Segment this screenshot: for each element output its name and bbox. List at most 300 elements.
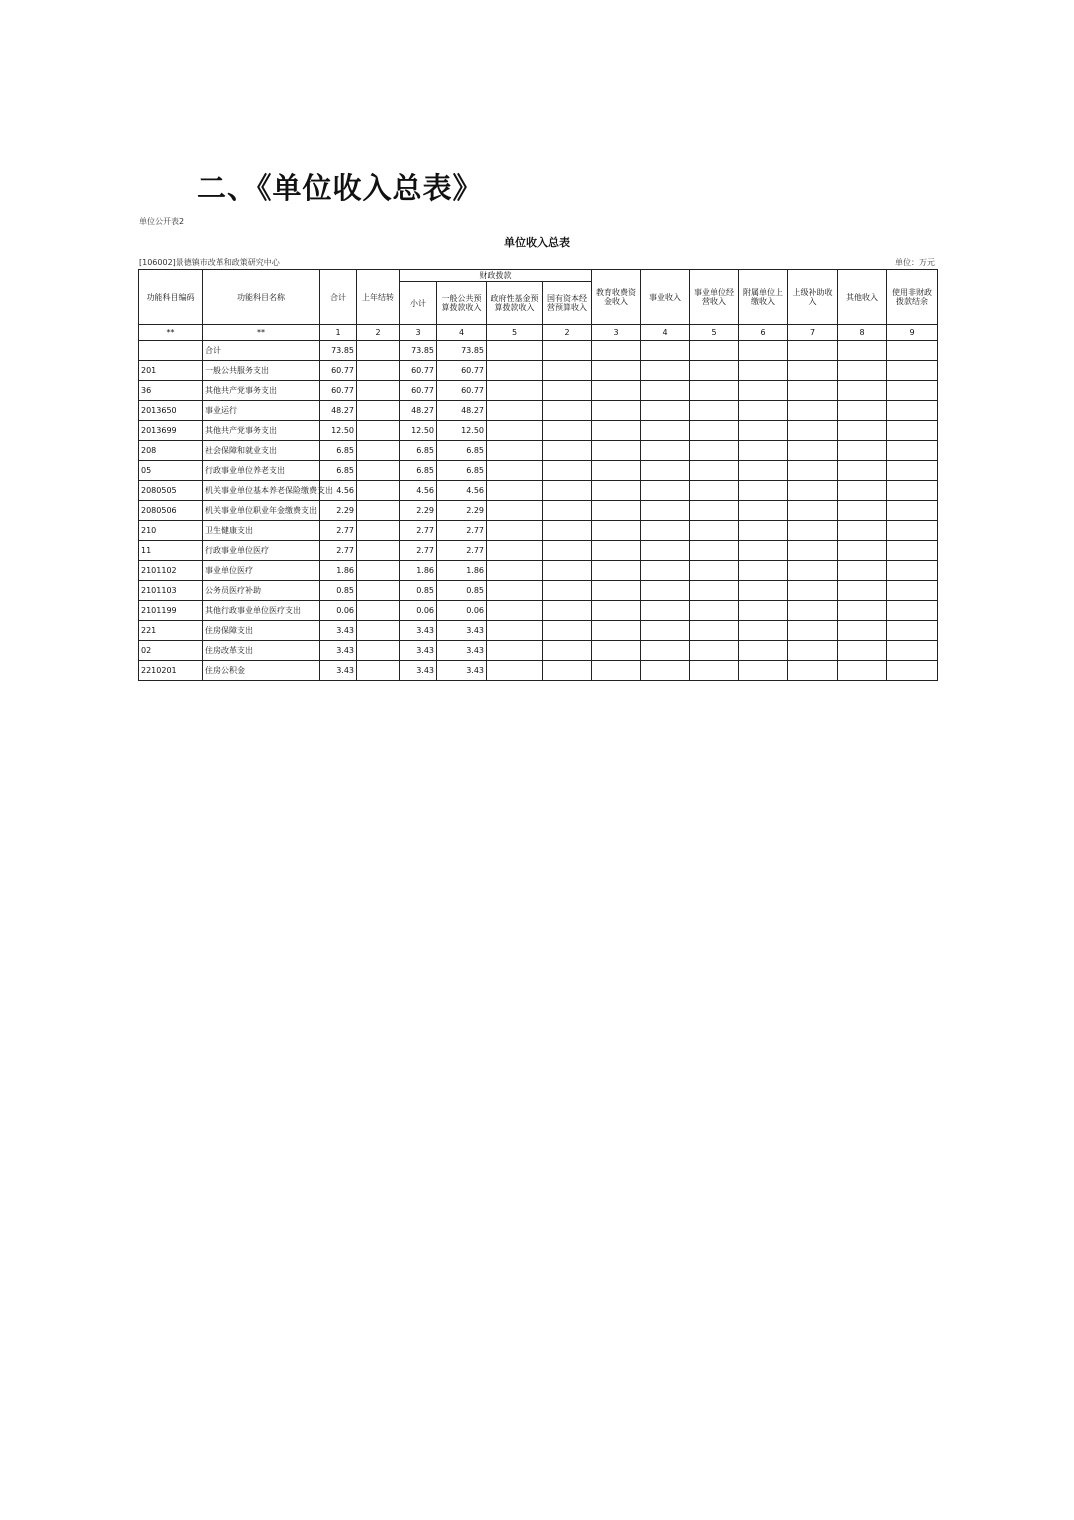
superior-subsidy-cell	[788, 641, 838, 661]
carryover-cell	[357, 341, 400, 361]
general-budget-cell: 1.86	[437, 561, 487, 581]
subtotal-cell: 2.77	[400, 521, 437, 541]
general-budget-cell: 2.29	[437, 501, 487, 521]
carryover-cell	[357, 441, 400, 461]
non-fiscal-balance-cell	[887, 581, 938, 601]
header-education-fee: 教育收费资金收入	[592, 270, 641, 325]
total-cell: 2.77	[320, 521, 357, 541]
state-capital-cell	[543, 341, 592, 361]
name-cell: 社会保障和就业支出	[203, 441, 320, 461]
total-cell: 0.85	[320, 581, 357, 601]
subtotal-cell: 3.43	[400, 661, 437, 681]
education-fee-cell	[592, 581, 641, 601]
header-state-capital: 国有资本经营预算收入	[543, 282, 592, 325]
business-income-cell	[641, 661, 690, 681]
carryover-cell	[357, 581, 400, 601]
name-cell: 其他行政事业单位医疗支出	[203, 601, 320, 621]
gov-fund-cell	[487, 441, 543, 461]
subtotal-cell: 3.43	[400, 621, 437, 641]
name-cell: 一般公共服务支出	[203, 361, 320, 381]
code-cell: 201	[139, 361, 203, 381]
total-cell: 3.43	[320, 661, 357, 681]
gov-fund-cell	[487, 481, 543, 501]
business-income-cell	[641, 401, 690, 421]
name-cell: 公务员医疗补助	[203, 581, 320, 601]
education-fee-cell	[592, 481, 641, 501]
code-cell: 36	[139, 381, 203, 401]
code-cell: 2013650	[139, 401, 203, 421]
table-row	[139, 401, 938, 421]
total-cell: 4.56	[320, 481, 357, 501]
table-row	[139, 381, 938, 401]
superior-subsidy-cell	[788, 481, 838, 501]
header-fiscal-group: 财政拨款	[400, 270, 592, 282]
subtotal-cell: 12.50	[400, 421, 437, 441]
superior-subsidy-cell	[788, 581, 838, 601]
name-cell: 住房公积金	[203, 661, 320, 681]
non-fiscal-balance-cell	[887, 501, 938, 521]
general-budget-cell: 60.77	[437, 381, 487, 401]
header-subsidiary-income: 附属单位上缴收入	[739, 270, 788, 325]
operating-income-cell	[690, 441, 739, 461]
gov-fund-cell	[487, 341, 543, 361]
subsidiary-income-cell	[739, 341, 788, 361]
non-fiscal-balance-cell	[887, 441, 938, 461]
business-income-cell	[641, 421, 690, 441]
total-cell: 1.86	[320, 561, 357, 581]
code-cell: 11	[139, 541, 203, 561]
name-cell: 其他共产党事务支出	[203, 381, 320, 401]
business-income-cell	[641, 461, 690, 481]
index-cell: **	[203, 325, 320, 341]
superior-subsidy-cell	[788, 521, 838, 541]
gov-fund-cell	[487, 541, 543, 561]
table-row	[139, 441, 938, 461]
other-income-cell	[838, 381, 887, 401]
document-heading: 二、《单位收入总表》	[197, 171, 483, 205]
index-cell: 3	[400, 325, 437, 341]
total-cell: 60.77	[320, 361, 357, 381]
operating-income-cell	[690, 601, 739, 621]
non-fiscal-balance-cell	[887, 381, 938, 401]
subsidiary-income-cell	[739, 481, 788, 501]
gov-fund-cell	[487, 461, 543, 481]
name-cell: 事业单位医疗	[203, 561, 320, 581]
subtotal-cell: 73.85	[400, 341, 437, 361]
education-fee-cell	[592, 501, 641, 521]
code-cell: 2013699	[139, 421, 203, 441]
subtotal-cell: 60.77	[400, 361, 437, 381]
carryover-cell	[357, 561, 400, 581]
state-capital-cell	[543, 401, 592, 421]
code-cell: 221	[139, 621, 203, 641]
other-income-cell	[838, 561, 887, 581]
subtotal-cell: 6.85	[400, 461, 437, 481]
education-fee-cell	[592, 441, 641, 461]
table-row	[139, 501, 938, 521]
superior-subsidy-cell	[788, 461, 838, 481]
table-title: 单位收入总表	[504, 236, 570, 249]
general-budget-cell: 4.56	[437, 481, 487, 501]
education-fee-cell	[592, 381, 641, 401]
operating-income-cell	[690, 581, 739, 601]
table-row	[139, 461, 938, 481]
carryover-cell	[357, 361, 400, 381]
table-row	[139, 521, 938, 541]
table-row	[139, 481, 938, 501]
superior-subsidy-cell	[788, 441, 838, 461]
state-capital-cell	[543, 381, 592, 401]
header-operating-income: 事业单位经营收入	[690, 270, 739, 325]
income-table	[138, 269, 938, 681]
subtotal-cell: 0.06	[400, 601, 437, 621]
subsidiary-income-cell	[739, 501, 788, 521]
subsidiary-income-cell	[739, 441, 788, 461]
superior-subsidy-cell	[788, 341, 838, 361]
other-income-cell	[838, 541, 887, 561]
header-other-income: 其他收入	[838, 270, 887, 325]
general-budget-cell: 6.85	[437, 461, 487, 481]
non-fiscal-balance-cell	[887, 481, 938, 501]
business-income-cell	[641, 541, 690, 561]
table-row	[139, 641, 938, 661]
subsidiary-income-cell	[739, 621, 788, 641]
name-cell: 卫生健康支出	[203, 521, 320, 541]
code-cell: 2210201	[139, 661, 203, 681]
carryover-cell	[357, 501, 400, 521]
index-cell: 8	[838, 325, 887, 341]
carryover-cell	[357, 381, 400, 401]
operating-income-cell	[690, 401, 739, 421]
non-fiscal-balance-cell	[887, 661, 938, 681]
subsidiary-income-cell	[739, 421, 788, 441]
subtotal-cell: 1.86	[400, 561, 437, 581]
subsidiary-income-cell	[739, 381, 788, 401]
education-fee-cell	[592, 661, 641, 681]
subtotal-cell: 2.29	[400, 501, 437, 521]
subtotal-cell: 0.85	[400, 581, 437, 601]
other-income-cell	[838, 361, 887, 381]
business-income-cell	[641, 361, 690, 381]
table-row	[139, 601, 938, 621]
gov-fund-cell	[487, 521, 543, 541]
table-row	[139, 581, 938, 601]
index-cell: 1	[320, 325, 357, 341]
business-income-cell	[641, 601, 690, 621]
subsidiary-income-cell	[739, 561, 788, 581]
gov-fund-cell	[487, 661, 543, 681]
table-row	[139, 621, 938, 641]
header-business-income: 事业收入	[641, 270, 690, 325]
general-budget-cell: 0.06	[437, 601, 487, 621]
superior-subsidy-cell	[788, 561, 838, 581]
operating-income-cell	[690, 661, 739, 681]
index-cell: 4	[641, 325, 690, 341]
state-capital-cell	[543, 501, 592, 521]
header-gov-fund: 政府性基金预算拨款收入	[487, 282, 543, 325]
carryover-cell	[357, 601, 400, 621]
non-fiscal-balance-cell	[887, 401, 938, 421]
gov-fund-cell	[487, 361, 543, 381]
general-budget-cell: 0.85	[437, 581, 487, 601]
education-fee-cell	[592, 601, 641, 621]
table-row	[139, 541, 938, 561]
code-cell: 208	[139, 441, 203, 461]
subsidiary-income-cell	[739, 461, 788, 481]
total-cell: 6.85	[320, 441, 357, 461]
education-fee-cell	[592, 541, 641, 561]
business-income-cell	[641, 341, 690, 361]
unit-label: 单位：万元	[895, 258, 935, 267]
business-income-cell	[641, 441, 690, 461]
carryover-cell	[357, 661, 400, 681]
total-cell: 60.77	[320, 381, 357, 401]
name-cell: 住房保障支出	[203, 621, 320, 641]
general-budget-cell: 2.77	[437, 541, 487, 561]
total-cell: 0.06	[320, 601, 357, 621]
business-income-cell	[641, 521, 690, 541]
index-cell: 7	[788, 325, 838, 341]
general-budget-cell: 3.43	[437, 661, 487, 681]
non-fiscal-balance-cell	[887, 461, 938, 481]
other-income-cell	[838, 441, 887, 461]
carryover-cell	[357, 641, 400, 661]
operating-income-cell	[690, 421, 739, 441]
other-income-cell	[838, 521, 887, 541]
non-fiscal-balance-cell	[887, 561, 938, 581]
subsidiary-income-cell	[739, 361, 788, 381]
business-income-cell	[641, 381, 690, 401]
header-name: 功能科目名称	[203, 270, 320, 325]
subtotal-cell: 4.56	[400, 481, 437, 501]
total-cell: 3.43	[320, 641, 357, 661]
general-budget-cell: 2.77	[437, 521, 487, 541]
other-income-cell	[838, 581, 887, 601]
state-capital-cell	[543, 601, 592, 621]
state-capital-cell	[543, 621, 592, 641]
code-cell	[139, 341, 203, 361]
gov-fund-cell	[487, 401, 543, 421]
carryover-cell	[357, 521, 400, 541]
subtotal-cell: 60.77	[400, 381, 437, 401]
total-cell: 6.85	[320, 461, 357, 481]
state-capital-cell	[543, 561, 592, 581]
table-row	[139, 341, 938, 361]
operating-income-cell	[690, 561, 739, 581]
subsidiary-income-cell	[739, 641, 788, 661]
other-income-cell	[838, 621, 887, 641]
code-cell: 2080505	[139, 481, 203, 501]
index-cell: 2	[357, 325, 400, 341]
business-income-cell	[641, 641, 690, 661]
subsidiary-income-cell	[739, 541, 788, 561]
name-cell: 其他共产党事务支出	[203, 421, 320, 441]
total-cell: 3.43	[320, 621, 357, 641]
subtotal-cell: 6.85	[400, 441, 437, 461]
operating-income-cell	[690, 461, 739, 481]
state-capital-cell	[543, 521, 592, 541]
carryover-cell	[357, 461, 400, 481]
subsidiary-income-cell	[739, 661, 788, 681]
business-income-cell	[641, 621, 690, 641]
name-cell: 住房改革支出	[203, 641, 320, 661]
subtotal-cell: 2.77	[400, 541, 437, 561]
general-budget-cell: 60.77	[437, 361, 487, 381]
gov-fund-cell	[487, 601, 543, 621]
education-fee-cell	[592, 341, 641, 361]
superior-subsidy-cell	[788, 601, 838, 621]
code-cell: 2101199	[139, 601, 203, 621]
general-budget-cell: 48.27	[437, 401, 487, 421]
state-capital-cell	[543, 581, 592, 601]
name-cell: 合计	[203, 341, 320, 361]
education-fee-cell	[592, 561, 641, 581]
general-budget-cell: 12.50	[437, 421, 487, 441]
index-cell: 3	[592, 325, 641, 341]
index-cell: 5	[690, 325, 739, 341]
superior-subsidy-cell	[788, 401, 838, 421]
operating-income-cell	[690, 641, 739, 661]
total-cell: 48.27	[320, 401, 357, 421]
superior-subsidy-cell	[788, 381, 838, 401]
code-cell: 02	[139, 641, 203, 661]
general-budget-cell: 3.43	[437, 621, 487, 641]
index-cell: 6	[739, 325, 788, 341]
subtotal-cell: 48.27	[400, 401, 437, 421]
operating-income-cell	[690, 501, 739, 521]
gov-fund-cell	[487, 641, 543, 661]
other-income-cell	[838, 501, 887, 521]
operating-income-cell	[690, 621, 739, 641]
table-body	[139, 325, 938, 681]
name-cell: 行政事业单位医疗	[203, 541, 320, 561]
education-fee-cell	[592, 361, 641, 381]
gov-fund-cell	[487, 501, 543, 521]
operating-income-cell	[690, 341, 739, 361]
operating-income-cell	[690, 381, 739, 401]
operating-income-cell	[690, 481, 739, 501]
form-label: 单位公开表2	[139, 217, 185, 226]
superior-subsidy-cell	[788, 421, 838, 441]
code-cell: 2080506	[139, 501, 203, 521]
non-fiscal-balance-cell	[887, 361, 938, 381]
table-row	[139, 561, 938, 581]
table-row	[139, 661, 938, 681]
code-cell: 2101102	[139, 561, 203, 581]
index-row	[139, 325, 938, 341]
state-capital-cell	[543, 481, 592, 501]
name-cell: 事业运行	[203, 401, 320, 421]
non-fiscal-balance-cell	[887, 421, 938, 441]
header-carryover: 上年结转	[357, 270, 400, 325]
non-fiscal-balance-cell	[887, 521, 938, 541]
table-row	[139, 361, 938, 381]
superior-subsidy-cell	[788, 661, 838, 681]
other-income-cell	[838, 601, 887, 621]
general-budget-cell: 6.85	[437, 441, 487, 461]
name-cell: 机关事业单位基本养老保险缴费支出	[203, 481, 320, 501]
non-fiscal-balance-cell	[887, 341, 938, 361]
education-fee-cell	[592, 461, 641, 481]
other-income-cell	[838, 461, 887, 481]
subtotal-cell: 3.43	[400, 641, 437, 661]
other-income-cell	[838, 641, 887, 661]
gov-fund-cell	[487, 421, 543, 441]
index-cell: 5	[487, 325, 543, 341]
subsidiary-income-cell	[739, 581, 788, 601]
unit-name: [106002]景德镇市改革和政策研究中心	[139, 258, 280, 267]
header-non-fiscal-balance: 使用非财政拨款结余	[887, 270, 938, 325]
index-cell: **	[139, 325, 203, 341]
superior-subsidy-cell	[788, 361, 838, 381]
carryover-cell	[357, 421, 400, 441]
gov-fund-cell	[487, 381, 543, 401]
carryover-cell	[357, 481, 400, 501]
index-cell: 9	[887, 325, 938, 341]
carryover-cell	[357, 401, 400, 421]
name-cell: 行政事业单位养老支出	[203, 461, 320, 481]
header-total: 合计	[320, 270, 357, 325]
operating-income-cell	[690, 361, 739, 381]
operating-income-cell	[690, 521, 739, 541]
non-fiscal-balance-cell	[887, 601, 938, 621]
table-row	[139, 421, 938, 441]
business-income-cell	[641, 581, 690, 601]
index-cell: 2	[543, 325, 592, 341]
other-income-cell	[838, 661, 887, 681]
education-fee-cell	[592, 521, 641, 541]
gov-fund-cell	[487, 621, 543, 641]
code-cell: 2101103	[139, 581, 203, 601]
education-fee-cell	[592, 641, 641, 661]
state-capital-cell	[543, 661, 592, 681]
code-cell: 210	[139, 521, 203, 541]
header-subtotal: 小计	[400, 282, 437, 325]
gov-fund-cell	[487, 561, 543, 581]
non-fiscal-balance-cell	[887, 641, 938, 661]
education-fee-cell	[592, 421, 641, 441]
general-budget-cell: 73.85	[437, 341, 487, 361]
state-capital-cell	[543, 441, 592, 461]
subsidiary-income-cell	[739, 401, 788, 421]
education-fee-cell	[592, 621, 641, 641]
name-cell: 机关事业单位职业年金缴费支出	[203, 501, 320, 521]
business-income-cell	[641, 481, 690, 501]
superior-subsidy-cell	[788, 541, 838, 561]
general-budget-cell: 3.43	[437, 641, 487, 661]
gov-fund-cell	[487, 581, 543, 601]
total-cell: 73.85	[320, 341, 357, 361]
state-capital-cell	[543, 641, 592, 661]
other-income-cell	[838, 401, 887, 421]
education-fee-cell	[592, 401, 641, 421]
header-general-budget: 一般公共预算拨款收入	[437, 282, 487, 325]
total-cell: 2.29	[320, 501, 357, 521]
subsidiary-income-cell	[739, 601, 788, 621]
superior-subsidy-cell	[788, 501, 838, 521]
state-capital-cell	[543, 461, 592, 481]
index-cell: 4	[437, 325, 487, 341]
subsidiary-income-cell	[739, 521, 788, 541]
header-superior-subsidy: 上级补助收入	[788, 270, 838, 325]
code-cell: 05	[139, 461, 203, 481]
total-cell: 2.77	[320, 541, 357, 561]
carryover-cell	[357, 621, 400, 641]
other-income-cell	[838, 481, 887, 501]
state-capital-cell	[543, 361, 592, 381]
business-income-cell	[641, 561, 690, 581]
state-capital-cell	[543, 421, 592, 441]
